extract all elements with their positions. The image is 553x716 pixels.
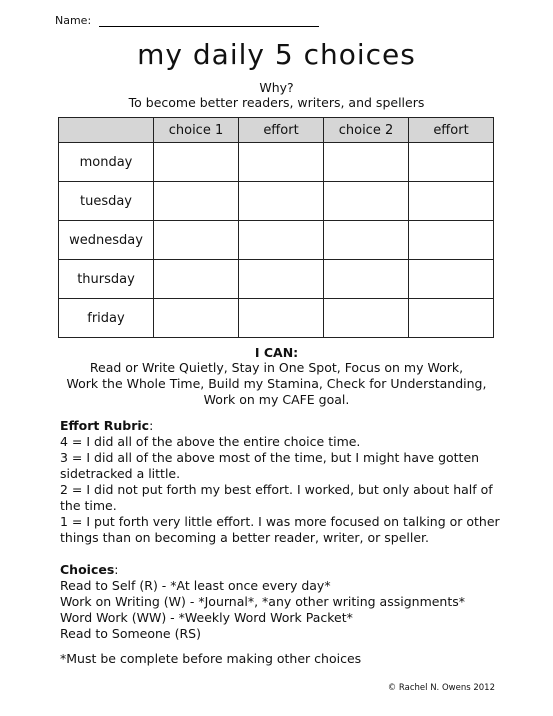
day-label: wednesday [59, 221, 154, 260]
rubric-line: things than on becoming a better reader, writer, or speller. [60, 530, 429, 545]
table-cell[interactable] [324, 182, 409, 221]
table-cell[interactable] [239, 182, 324, 221]
table-cell[interactable] [239, 221, 324, 260]
header-choice-2: choice 2 [324, 118, 409, 143]
table-row [59, 299, 494, 338]
choices-heading: Choices [60, 562, 115, 577]
choices-table [58, 117, 494, 338]
table-cell[interactable] [409, 143, 494, 182]
table-cell[interactable] [324, 221, 409, 260]
table-cell[interactable] [409, 182, 494, 221]
name-label: Name: [55, 14, 92, 27]
day-label: thursday [59, 260, 154, 299]
choices-heading-wrap [60, 562, 465, 578]
choice-line: Read to Someone (RS) [60, 626, 201, 641]
copyright-text: © Rachel N. Owens 2012 [387, 683, 495, 693]
table-cell[interactable] [154, 143, 239, 182]
table-cell[interactable] [239, 260, 324, 299]
table-cell[interactable] [409, 221, 494, 260]
table-row [59, 182, 494, 221]
day-label: friday [59, 299, 154, 338]
table-cell[interactable] [239, 299, 324, 338]
i-can-line: Work the Whole Time, Build my Stamina, Check for Understanding, [66, 376, 487, 391]
header-corner-cell [59, 118, 154, 143]
choices-list [60, 562, 465, 642]
table-cell[interactable] [154, 221, 239, 260]
rubric-line: 4 = I did all of the above the entire choice time. [60, 434, 361, 449]
i-can-line: Read or Write Quietly, Stay in One Spot, Focus on my Work, [89, 360, 464, 375]
header-effort-1: effort [239, 118, 324, 143]
day-label: tuesday [59, 182, 154, 221]
table-cell[interactable] [324, 260, 409, 299]
why-heading: Why? [259, 80, 294, 95]
rubric-line: the time. [60, 498, 117, 513]
rubric-line: 3 = I did all of the above most of the time, but I might have gotten [60, 450, 480, 465]
rubric-heading: Effort Rubric [60, 418, 150, 433]
choice-line: Word Work (WW) - *Weekly Word Work Packet* [60, 610, 353, 625]
effort-rubric [60, 418, 500, 546]
day-label: monday [59, 143, 154, 182]
table-cell[interactable] [154, 260, 239, 299]
choice-line: Work on Writing (W) - *Journal*, *any other writing assignments* [60, 594, 466, 609]
why-text: To become better readers, writers, and spellers [128, 95, 425, 110]
i-can-heading: I CAN: [254, 345, 299, 360]
table-row [59, 260, 494, 299]
completion-note: *Must be complete before making other choices [60, 651, 362, 666]
table-cell[interactable] [324, 143, 409, 182]
table-cell[interactable] [239, 143, 324, 182]
rubric-colon: : [149, 418, 154, 433]
rubric-line: 2 = I did not put forth my best effort. I worked, but only about half of [60, 482, 493, 497]
table-cell[interactable] [324, 299, 409, 338]
table-cell[interactable] [154, 299, 239, 338]
rubric-line: sidetracked a little. [60, 466, 181, 481]
name-blank-line[interactable] [99, 15, 319, 27]
name-field [55, 14, 319, 27]
table-cell[interactable] [154, 182, 239, 221]
rubric-line: 1 = I put forth very little effort. I was more focused on talking or other [60, 514, 500, 529]
i-can-text [0, 360, 553, 408]
table-cell[interactable] [409, 299, 494, 338]
header-choice-1: choice 1 [154, 118, 239, 143]
table-row [59, 143, 494, 182]
table-header-row [59, 118, 494, 143]
choices-colon: : [114, 562, 119, 577]
header-effort-2: effort [409, 118, 494, 143]
i-can-line: Work on my CAFE goal. [203, 392, 350, 407]
rubric-heading-wrap [60, 418, 500, 434]
table-row [59, 221, 494, 260]
page-title: my daily 5 choices [137, 38, 416, 71]
table-cell[interactable] [409, 260, 494, 299]
choice-line: Read to Self (R) - *At least once every day* [60, 578, 331, 593]
